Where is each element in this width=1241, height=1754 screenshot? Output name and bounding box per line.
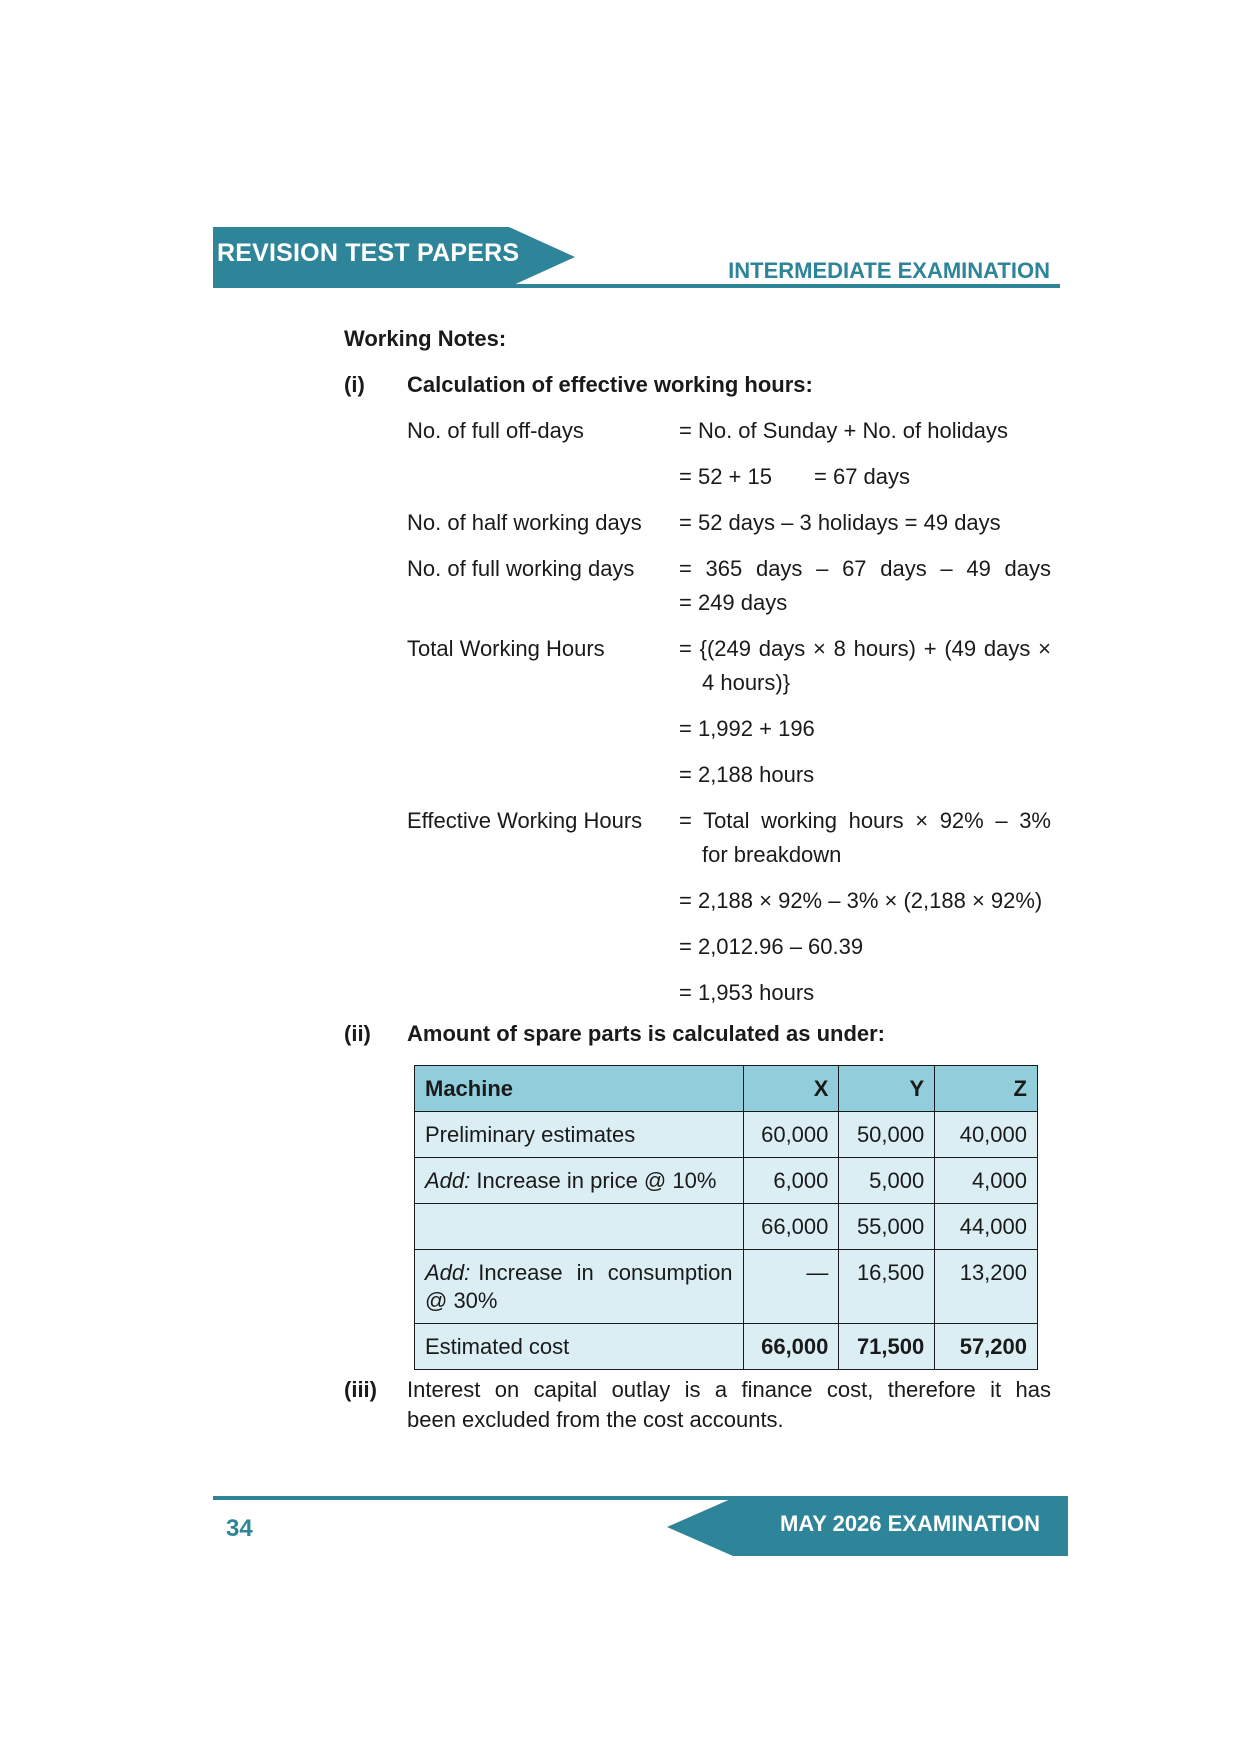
header-x: X (743, 1066, 839, 1112)
effective-working-hours-eq4: = 1,953 hours (679, 980, 815, 1005)
part3-line2: been excluded from the cost accounts. (407, 1407, 784, 1432)
header-machine: Machine (415, 1066, 744, 1112)
table-total-row (415, 1324, 1038, 1370)
cell-x: 60,000 (743, 1112, 839, 1158)
header-z: Z (935, 1066, 1038, 1112)
row-label-add: Add: (425, 1168, 471, 1193)
spare-parts-table (414, 1065, 1038, 1370)
cell-y: 71,500 (839, 1324, 935, 1370)
table-row (415, 1112, 1038, 1158)
full-off-days-eq2b: = 67 days (814, 464, 911, 489)
row-label (415, 1250, 744, 1324)
footer-exam-title: MAY 2026 EXAMINATION (780, 1511, 1041, 1536)
cell-y: 50,000 (839, 1112, 935, 1158)
part1-marker: (i) (344, 372, 365, 397)
cell-z: 13,200 (935, 1250, 1038, 1324)
row-label (415, 1158, 744, 1204)
total-working-hours-eq3: = 2,188 hours (679, 762, 815, 787)
full-working-days-eq1: = 365 days – 67 days – 49 days (679, 556, 1051, 581)
cell-y: 5,000 (839, 1158, 935, 1204)
header-left-title: REVISION TEST PAPERS (217, 239, 520, 267)
full-working-days-eq2: = 249 days (679, 590, 788, 615)
row-label-text: Increase in price @ 10% (476, 1168, 717, 1193)
page-number: 34 (226, 1515, 253, 1542)
row-label-line1: Increase in consumption (478, 1260, 733, 1285)
effective-working-hours-eq2: = 2,188 × 92% – 3% × (2,188 × 92%) (679, 888, 1043, 913)
cell-y: 55,000 (839, 1204, 935, 1250)
full-off-days-eq1: = No. of Sunday + No. of holidays (679, 418, 1008, 443)
part2-heading: Amount of spare parts is calculated as under: (407, 1021, 886, 1046)
effective-working-hours-eq1: = Total working hours × 92% – 3% (679, 808, 1051, 833)
row-label: Estimated cost (415, 1324, 744, 1370)
cell-z: 40,000 (935, 1112, 1038, 1158)
part3-line1: Interest on capital outlay is a finance cost, therefore it has (407, 1377, 1051, 1402)
cell-y: 16,500 (839, 1250, 935, 1324)
table-row (415, 1204, 1038, 1250)
full-working-days-label: No. of full working days (407, 556, 635, 581)
table-row (415, 1158, 1038, 1204)
cell-x: 6,000 (743, 1158, 839, 1204)
total-working-hours-eq1: = {(249 days × 8 hours) + (49 days × (679, 636, 1051, 661)
effective-working-hours-eq1b: for breakdown (702, 842, 842, 867)
part2-marker: (ii) (344, 1021, 371, 1046)
cell-x: — (743, 1250, 839, 1324)
table-header-row (415, 1066, 1038, 1112)
full-off-days-eq2a: = 52 + 15 (679, 464, 772, 489)
cell-z: 4,000 (935, 1158, 1038, 1204)
row-label: Preliminary estimates (415, 1112, 744, 1158)
row-label-line2: @ 30% (425, 1288, 498, 1313)
half-working-days-eq: = 52 days – 3 holidays = 49 days (679, 510, 1001, 535)
header-rule (213, 284, 1060, 288)
cell-x: 66,000 (743, 1324, 839, 1370)
total-working-hours-label: Total Working Hours (407, 636, 605, 661)
effective-working-hours-eq3: = 2,012.96 – 60.39 (679, 934, 864, 959)
total-working-hours-eq2: = 1,992 + 196 (679, 716, 815, 741)
cell-z: 57,200 (935, 1324, 1038, 1370)
full-off-days-label: No. of full off-days (407, 418, 584, 443)
cell-z: 44,000 (935, 1204, 1038, 1250)
half-working-days-label: No. of half working days (407, 510, 642, 535)
table-row (415, 1250, 1038, 1324)
row-label-add: Add: (425, 1260, 471, 1285)
part1-heading: Calculation of effective working hours: (407, 372, 813, 397)
row-label (415, 1204, 744, 1250)
cell-x: 66,000 (743, 1204, 839, 1250)
total-working-hours-eq1b: 4 hours)} (702, 670, 791, 695)
header-y: Y (839, 1066, 935, 1112)
header-right-title: INTERMEDIATE EXAMINATION (728, 258, 1050, 283)
part3-marker: (iii) (344, 1377, 377, 1402)
working-notes-title: Working Notes: (344, 326, 507, 351)
effective-working-hours-label: Effective Working Hours (407, 808, 643, 833)
